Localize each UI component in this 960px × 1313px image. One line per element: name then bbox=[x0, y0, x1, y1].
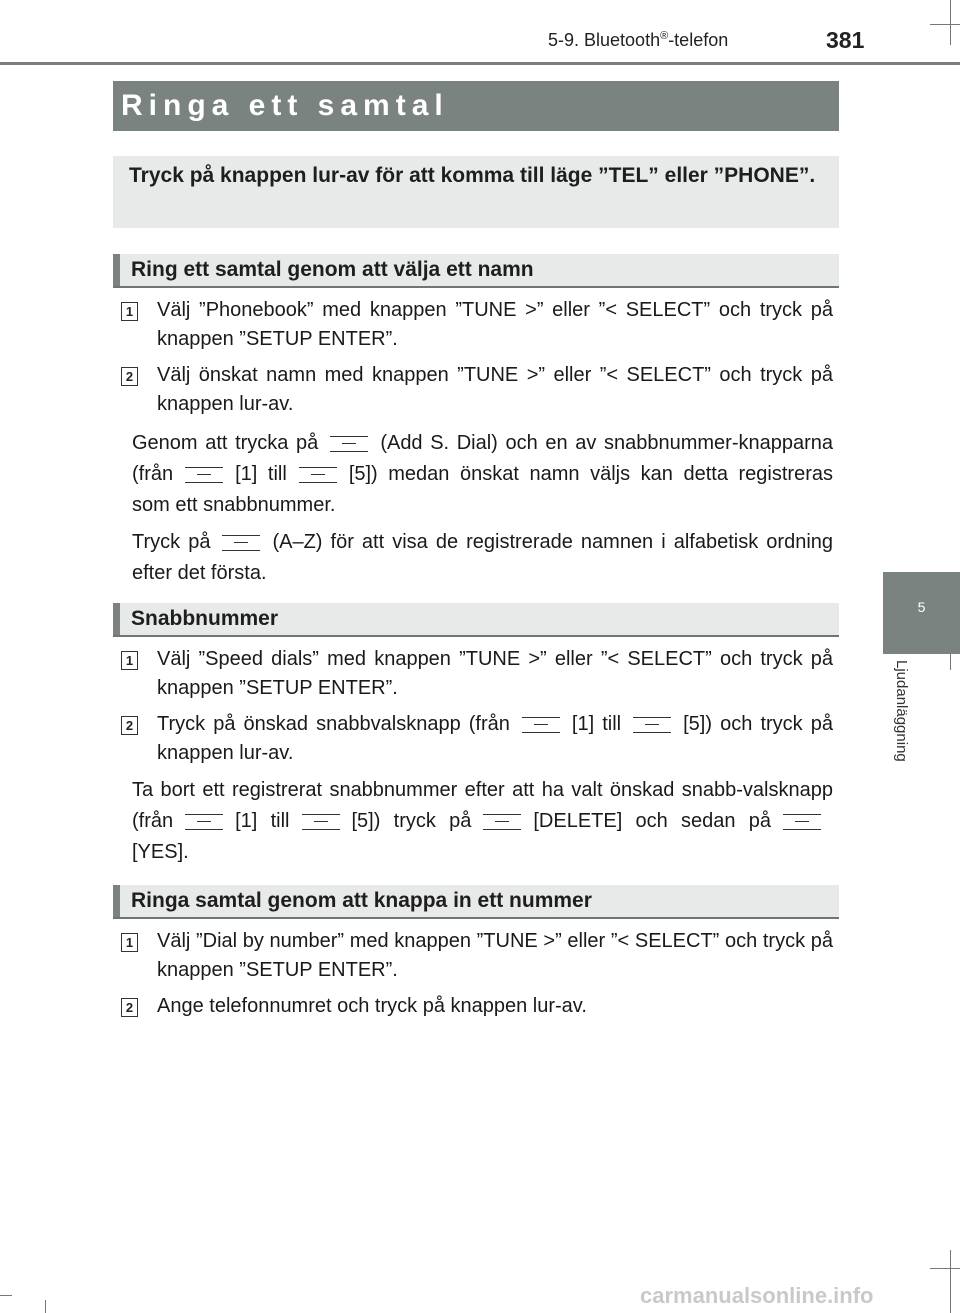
crop-mark bbox=[930, 1268, 960, 1269]
step-text: Tryck på önskad snabbvalsknapp (från [1] till [5]) och tryck på knappen lur-av. bbox=[157, 713, 833, 764]
step-number: 2 bbox=[121, 716, 138, 735]
step-number: 1 bbox=[121, 933, 138, 952]
page-number: 381 bbox=[826, 27, 865, 53]
button-icon bbox=[522, 717, 560, 733]
button-icon bbox=[185, 467, 223, 483]
crop-mark bbox=[45, 1300, 46, 1313]
intro-box: Tryck på knappen lur-av för att komma till läge ”TEL” eller ”PHONE”. bbox=[113, 156, 839, 228]
step-number: 2 bbox=[121, 998, 138, 1017]
step-number: 1 bbox=[121, 651, 138, 670]
crop-mark bbox=[950, 0, 951, 45]
button-icon bbox=[185, 814, 223, 830]
button-icon bbox=[302, 814, 340, 830]
step-number: 2 bbox=[121, 367, 138, 386]
button-icon bbox=[299, 467, 337, 483]
step-text: Välj ”Speed dials” med knappen ”TUNE >” eller ”< SELECT” och tryck på knappen ”SETUP ENTER”. bbox=[157, 648, 833, 699]
step-text: Ange telefonnumret och tryck på knappen lur-av. bbox=[157, 995, 587, 1017]
section-heading-nummer: Ringa samtal genom att knappa in ett nummer bbox=[113, 885, 839, 919]
header-rule bbox=[0, 62, 960, 65]
button-icon bbox=[222, 535, 260, 551]
step-text: Välj ”Phonebook” med knappen ”TUNE >” eller ”< SELECT” och tryck på knappen ”SETUP ENTER”. bbox=[157, 299, 833, 350]
page-title: Ringa ett samtal bbox=[113, 81, 839, 131]
crop-mark bbox=[930, 24, 960, 25]
step-text: Välj önskat namn med knappen ”TUNE >” eller ”< SELECT” och tryck på knappen lur-av. bbox=[157, 364, 833, 415]
watermark: carmanualsonline.info bbox=[640, 1283, 874, 1308]
section-heading-snabbnummer: Snabbnummer bbox=[113, 603, 839, 637]
step-text: Välj ”Dial by number” med knappen ”TUNE >” eller ”< SELECT” och tryck på knappen ”SETUP ENTER”. bbox=[157, 930, 833, 981]
button-icon bbox=[783, 814, 821, 830]
paragraph: Genom att trycka på (Add S. Dial) och en av snabbnummer-knapparna (från [1] till [5]) medan önskat namn väljs kan detta registreras som ett snabbnummer. bbox=[132, 432, 834, 516]
step-number: 1 bbox=[121, 302, 138, 321]
button-icon bbox=[483, 814, 521, 830]
chapter-tab: 5 bbox=[883, 572, 960, 654]
crop-mark bbox=[0, 1295, 12, 1296]
button-icon bbox=[330, 436, 368, 452]
running-header: 5-9. Bluetooth®-telefon bbox=[548, 30, 729, 50]
section-heading-namn: Ring ett samtal genom att välja ett namn bbox=[113, 254, 839, 288]
paragraph: Ta bort ett registrerat snabbnummer efter att ha valt önskad snabb-valsknapp (från [1] till [5]) tryck på [DELETE] och sedan på[YES]. bbox=[132, 779, 833, 863]
paragraph: Tryck på (A–Z) för att visa de registrerade namnen i alfabetisk ordning efter det första. bbox=[132, 531, 834, 584]
crop-mark bbox=[950, 1250, 951, 1313]
button-icon bbox=[633, 717, 671, 733]
chapter-label: Ljudanläggning bbox=[893, 660, 910, 762]
